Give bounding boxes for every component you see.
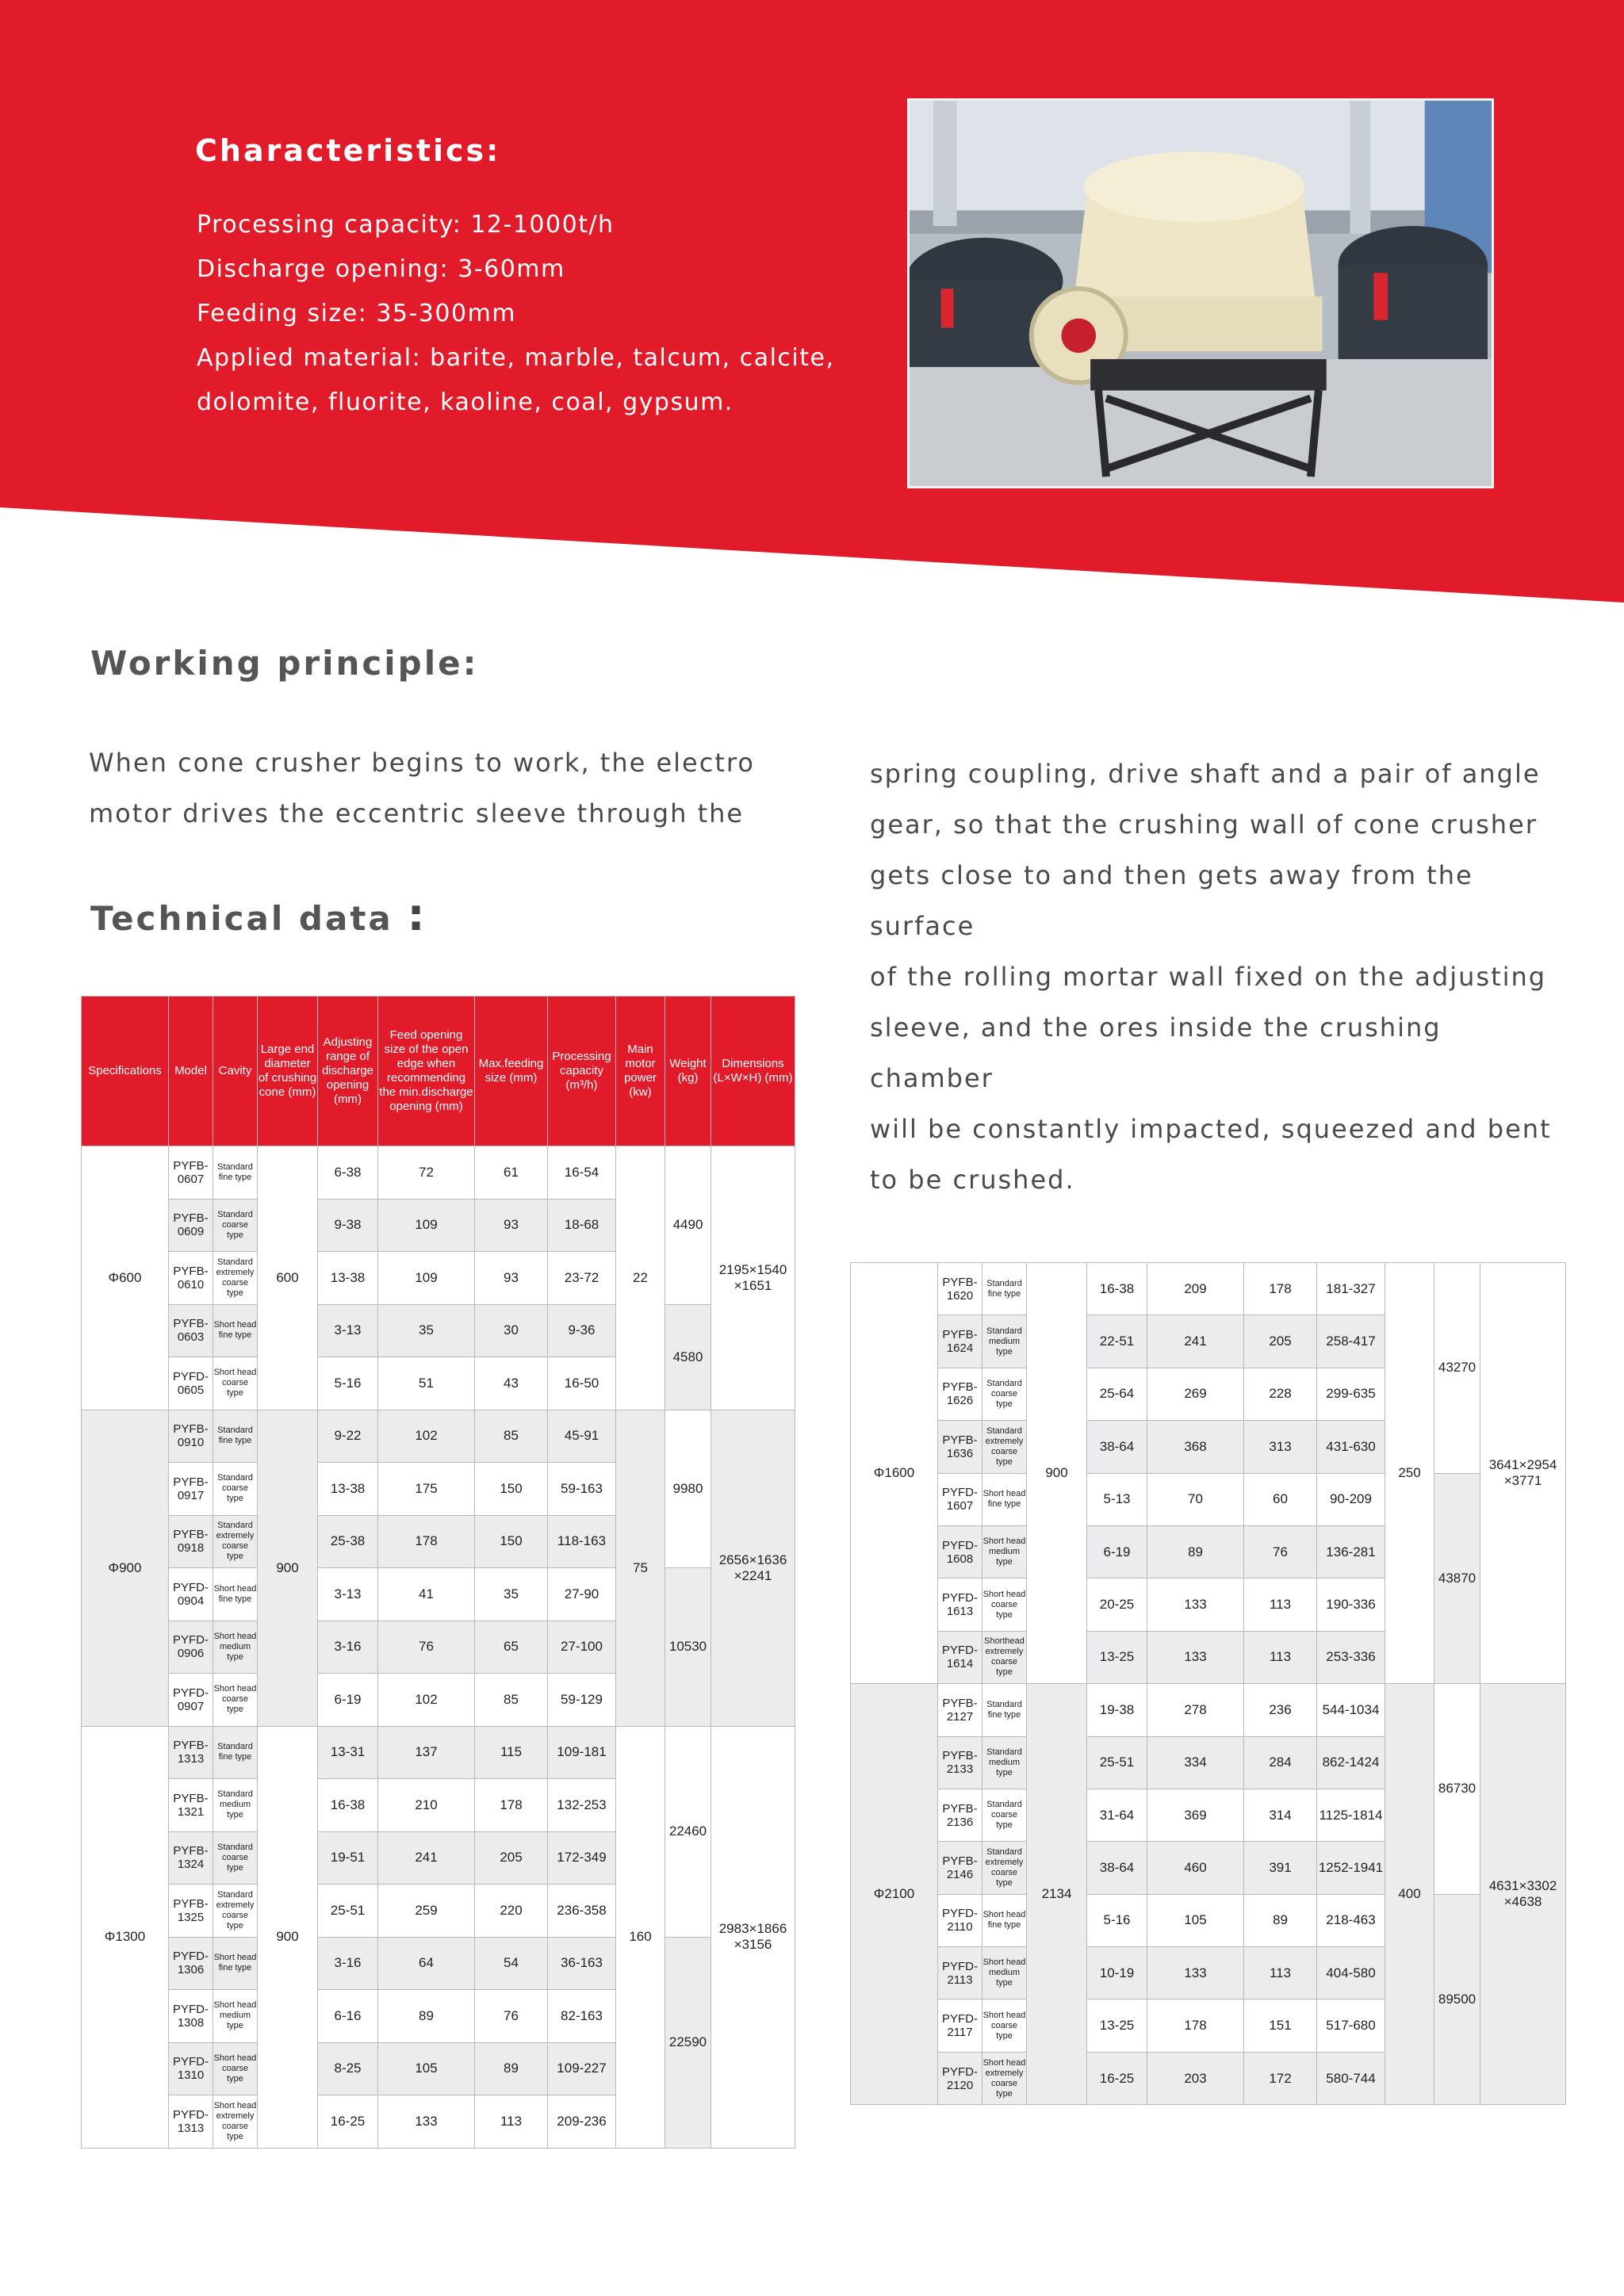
feed-opening-cell: 133 — [1147, 1578, 1244, 1631]
cavity-cell: Short head coarse type — [213, 1357, 258, 1410]
technical-data-table-1 — [81, 996, 795, 2149]
max-feeding-cell: 228 — [1244, 1368, 1317, 1420]
dimensions-cell: 4631×3302 ×4638 — [1480, 1684, 1566, 2105]
capacity-cell: 18-68 — [548, 1199, 616, 1252]
cavity-cell: Standard extremely coarse type — [982, 1842, 1027, 1894]
cavity-cell: Standard extremely coarse type — [213, 1885, 258, 1938]
characteristics-title: Characteristics: — [195, 133, 501, 168]
adjusting-range-cell: 5-16 — [318, 1357, 378, 1410]
capacity-cell: 181-327 — [1317, 1263, 1385, 1315]
capacity-cell: 36-163 — [548, 1937, 616, 1990]
capacity-cell: 9-36 — [548, 1304, 616, 1357]
adjusting-range-cell: 6-16 — [318, 1990, 378, 2043]
header-cavity: Cavity — [213, 997, 258, 1146]
adjusting-range-cell: 9-38 — [318, 1199, 378, 1252]
model-cell: PYFD-1306 — [169, 1937, 213, 1990]
feed-opening-cell: 72 — [378, 1146, 475, 1200]
cone-crusher-photo — [907, 98, 1494, 488]
capacity-cell: 118-163 — [548, 1515, 616, 1568]
adjusting-range-cell: 9-22 — [318, 1410, 378, 1463]
weight-cell: 22460 — [665, 1726, 711, 1937]
adjusting-range-cell: 19-38 — [1087, 1684, 1147, 1736]
capacity-cell: 236-358 — [548, 1885, 616, 1938]
feed-opening-cell: 133 — [378, 2095, 475, 2149]
feed-opening-cell: 278 — [1147, 1684, 1244, 1736]
adjusting-range-cell: 13-38 — [318, 1252, 378, 1305]
table-row — [82, 1146, 795, 1200]
cavity-cell: Short head fine type — [982, 1473, 1027, 1525]
max-feeding-cell: 43 — [475, 1357, 548, 1410]
max-feeding-cell: 178 — [475, 1779, 548, 1832]
capacity-cell: 190-336 — [1317, 1578, 1385, 1631]
feed-opening-cell: 89 — [1147, 1525, 1244, 1578]
adjusting-range-cell: 6-19 — [318, 1674, 378, 1727]
adjusting-range-cell: 25-38 — [318, 1515, 378, 1568]
characteristics-line: Feeding size: 35-300mm — [197, 300, 517, 327]
model-cell: PYFB-0910 — [169, 1410, 213, 1463]
model-cell: PYFB-2146 — [938, 1842, 982, 1894]
table-row — [82, 1410, 795, 1463]
weight-cell: 86730 — [1434, 1684, 1480, 1895]
adjusting-range-cell: 3-16 — [318, 1621, 378, 1674]
model-cell: PYFD-1308 — [169, 1990, 213, 2043]
model-cell: PYFB-0607 — [169, 1146, 213, 1200]
motor-power-cell: 250 — [1385, 1263, 1434, 1684]
model-cell: PYFB-1624 — [938, 1315, 982, 1368]
dimensions-cell: 3641×2954 ×3771 — [1480, 1263, 1566, 1684]
cavity-cell: Standard extremely coarse type — [213, 1515, 258, 1568]
max-feeding-cell: 284 — [1244, 1736, 1317, 1789]
cavity-cell: Short head medium type — [982, 1525, 1027, 1578]
capacity-cell: 299-635 — [1317, 1368, 1385, 1420]
text-line: gets close to and then gets away from the surface — [870, 860, 1473, 941]
table-row — [82, 1304, 795, 1357]
model-cell: PYFB-1324 — [169, 1831, 213, 1885]
weight-cell: 22590 — [665, 1937, 711, 2148]
feed-opening-cell: 241 — [378, 1831, 475, 1885]
dimensions-cell: 2656×1636 ×2241 — [711, 1410, 795, 1726]
motor-power-cell: 400 — [1385, 1684, 1434, 2105]
max-feeding-cell: 150 — [475, 1515, 548, 1568]
text-line: will be constantly impacted, squeezed and bent — [870, 1114, 1552, 1144]
adjusting-range-cell: 3-16 — [318, 1937, 378, 1990]
model-cell: PYFB-1636 — [938, 1421, 982, 1473]
cavity-cell: Short head fine type — [982, 1894, 1027, 1946]
weight-cell: 10530 — [665, 1568, 711, 1727]
model-cell: PYFD-0906 — [169, 1621, 213, 1674]
max-feeding-cell: 151 — [1244, 1999, 1317, 2052]
adjusting-range-cell: 25-51 — [318, 1885, 378, 1938]
table-row — [851, 1894, 1566, 1946]
cavity-cell: Standard extremely coarse type — [213, 1252, 258, 1305]
characteristics-line: Discharge opening: 3-60mm — [197, 255, 565, 283]
model-cell: PYFD-2120 — [938, 2052, 982, 2104]
adjusting-range-cell: 38-64 — [1087, 1421, 1147, 1473]
characteristics-line: Applied material: barite, marble, talcum, calcite, — [197, 344, 835, 372]
feed-opening-cell: 41 — [378, 1568, 475, 1621]
spec-cell: Φ1300 — [82, 1726, 169, 2148]
weight-cell: 43270 — [1434, 1263, 1480, 1474]
table-row — [851, 1263, 1566, 1315]
capacity-cell: 404-580 — [1317, 1947, 1385, 1999]
feed-opening-cell: 64 — [378, 1937, 475, 1990]
weight-cell: 4490 — [665, 1146, 711, 1305]
feed-opening-cell: 209 — [1147, 1263, 1244, 1315]
adjusting-range-cell: 13-25 — [1087, 1631, 1147, 1683]
table-header-row — [82, 997, 795, 1146]
feed-opening-cell: 102 — [378, 1410, 475, 1463]
adjusting-range-cell: 5-16 — [1087, 1894, 1147, 1946]
capacity-cell: 16-54 — [548, 1146, 616, 1200]
table-row — [851, 1473, 1566, 1525]
spec-cell: Φ1600 — [851, 1263, 938, 1684]
model-cell: PYFD-2113 — [938, 1947, 982, 1999]
diameter-cell: 900 — [1027, 1263, 1087, 1684]
feed-opening-cell: 269 — [1147, 1368, 1244, 1420]
feed-opening-cell: 133 — [1147, 1947, 1244, 1999]
text-line: spring coupling, drive shaft and a pair of angle — [870, 759, 1541, 789]
model-cell: PYFB-2133 — [938, 1736, 982, 1789]
feed-opening-cell: 178 — [1147, 1999, 1244, 2052]
feed-opening-cell: 175 — [378, 1463, 475, 1516]
adjusting-range-cell: 13-31 — [318, 1726, 378, 1779]
model-cell: PYFD-2117 — [938, 1999, 982, 2052]
model-cell: PYFB-0917 — [169, 1463, 213, 1516]
capacity-cell: 109-227 — [548, 2042, 616, 2095]
model-cell: PYFB-0609 — [169, 1199, 213, 1252]
cavity-cell: Standard fine type — [213, 1410, 258, 1463]
capacity-cell: 253-336 — [1317, 1631, 1385, 1683]
model-cell: PYFD-0907 — [169, 1674, 213, 1727]
feed-opening-cell: 210 — [378, 1779, 475, 1832]
max-feeding-cell: 93 — [475, 1199, 548, 1252]
spec-cell: Φ900 — [82, 1410, 169, 1726]
capacity-cell: 109-181 — [548, 1726, 616, 1779]
max-feeding-cell: 76 — [475, 1990, 548, 2043]
max-feeding-cell: 89 — [1244, 1894, 1317, 1946]
text-line: of the rolling mortar wall fixed on the adjusting — [870, 962, 1547, 992]
cavity-cell: Short head extremely coarse type — [213, 2095, 258, 2149]
max-feeding-cell: 85 — [475, 1410, 548, 1463]
adjusting-range-cell: 16-38 — [1087, 1263, 1147, 1315]
adjusting-range-cell: 10-19 — [1087, 1947, 1147, 1999]
capacity-cell: 132-253 — [548, 1779, 616, 1832]
max-feeding-cell: 76 — [1244, 1525, 1317, 1578]
max-feeding-cell: 391 — [1244, 1842, 1317, 1894]
max-feeding-cell: 113 — [1244, 1947, 1317, 1999]
adjusting-range-cell: 38-64 — [1087, 1842, 1147, 1894]
cavity-cell: Standard coarse type — [982, 1789, 1027, 1841]
model-cell: PYFB-1620 — [938, 1263, 982, 1315]
capacity-cell: 45-91 — [548, 1410, 616, 1463]
feed-opening-cell: 241 — [1147, 1315, 1244, 1368]
model-cell: PYFB-2136 — [938, 1789, 982, 1841]
dimensions-cell: 2195×1540 ×1651 — [711, 1146, 795, 1410]
working-principle-title: Working principle: — [90, 644, 479, 683]
characteristics-line: dolomite, fluorite, kaoline, coal, gypsum. — [197, 388, 733, 416]
capacity-cell: 580-744 — [1317, 2052, 1385, 2104]
model-cell: PYFB-1321 — [169, 1779, 213, 1832]
feed-opening-cell: 109 — [378, 1199, 475, 1252]
max-feeding-cell: 115 — [475, 1726, 548, 1779]
capacity-cell: 27-90 — [548, 1568, 616, 1621]
feed-opening-cell: 109 — [378, 1252, 475, 1305]
motor-power-cell: 160 — [616, 1726, 665, 2148]
max-feeding-cell: 205 — [1244, 1315, 1317, 1368]
max-feeding-cell: 54 — [475, 1937, 548, 1990]
adjusting-range-cell: 25-51 — [1087, 1736, 1147, 1789]
model-cell: PYFD-0605 — [169, 1357, 213, 1410]
adjusting-range-cell: 20-25 — [1087, 1578, 1147, 1631]
max-feeding-cell: 113 — [1244, 1578, 1317, 1631]
cavity-cell: Standard fine type — [982, 1684, 1027, 1736]
text-line: motor drives the eccentric sleeve through the — [89, 798, 745, 828]
diameter-cell: 900 — [258, 1726, 318, 2148]
feed-opening-cell: 259 — [378, 1885, 475, 1938]
table-row — [82, 1726, 795, 1779]
capacity-cell: 862-1424 — [1317, 1736, 1385, 1789]
text-line: to be crushed. — [870, 1165, 1075, 1195]
feed-opening-cell: 105 — [378, 2042, 475, 2095]
max-feeding-cell: 89 — [475, 2042, 548, 2095]
model-cell: PYFD-1607 — [938, 1473, 982, 1525]
capacity-cell: 1125-1814 — [1317, 1789, 1385, 1841]
model-cell: PYFB-1626 — [938, 1368, 982, 1420]
working-principle-text-right — [870, 748, 1568, 1205]
capacity-cell: 23-72 — [548, 1252, 616, 1305]
header-diameter: Large end diameter of crushing cone (mm) — [258, 997, 318, 1146]
characteristics-list — [197, 203, 910, 425]
capacity-cell: 517-680 — [1317, 1999, 1385, 2052]
spec-cell: Φ600 — [82, 1146, 169, 1410]
diameter-cell: 2134 — [1027, 1684, 1087, 2105]
adjusting-range-cell: 19-51 — [318, 1831, 378, 1885]
capacity-cell: 209-236 — [548, 2095, 616, 2149]
feed-opening-cell: 369 — [1147, 1789, 1244, 1841]
adjusting-range-cell: 22-51 — [1087, 1315, 1147, 1368]
feed-opening-cell: 137 — [378, 1726, 475, 1779]
diameter-cell: 900 — [258, 1410, 318, 1726]
cavity-cell: Short head fine type — [213, 1304, 258, 1357]
capacity-cell: 431-630 — [1317, 1421, 1385, 1473]
cavity-cell: Short head medium type — [213, 1990, 258, 2043]
feed-opening-cell: 203 — [1147, 2052, 1244, 2104]
cavity-cell: Standard coarse type — [213, 1831, 258, 1885]
technical-data-title — [90, 890, 427, 941]
text-line: gear, so that the crushing wall of cone crusher — [870, 809, 1538, 840]
model-cell: PYFB-0610 — [169, 1252, 213, 1305]
max-feeding-cell: 113 — [475, 2095, 548, 2149]
capacity-cell: 258-417 — [1317, 1315, 1385, 1368]
header-weight: Weight (kg) — [665, 997, 711, 1146]
capacity-cell: 136-281 — [1317, 1525, 1385, 1578]
capacity-cell: 16-50 — [548, 1357, 616, 1410]
adjusting-range-cell: 5-13 — [1087, 1473, 1147, 1525]
cavity-cell: Standard coarse type — [213, 1463, 258, 1516]
cavity-cell: Short head fine type — [213, 1937, 258, 1990]
feed-opening-cell: 460 — [1147, 1842, 1244, 1894]
cavity-cell: Standard fine type — [213, 1726, 258, 1779]
capacity-cell: 218-463 — [1317, 1894, 1385, 1946]
capacity-cell: 544-1034 — [1317, 1684, 1385, 1736]
adjusting-range-cell: 16-25 — [318, 2095, 378, 2149]
capacity-cell: 59-163 — [548, 1463, 616, 1516]
max-feeding-cell: 178 — [1244, 1263, 1317, 1315]
max-feeding-cell: 30 — [475, 1304, 548, 1357]
cavity-cell: Standard medium type — [982, 1315, 1027, 1368]
feed-opening-cell: 133 — [1147, 1631, 1244, 1683]
cavity-cell: Standard fine type — [213, 1146, 258, 1200]
max-feeding-cell: 220 — [475, 1885, 548, 1938]
motor-power-cell: 22 — [616, 1146, 665, 1410]
capacity-cell: 82-163 — [548, 1990, 616, 2043]
max-feeding-cell: 60 — [1244, 1473, 1317, 1525]
model-cell: PYFB-0918 — [169, 1515, 213, 1568]
cavity-cell: Shorthead extremely coarse type — [982, 1631, 1027, 1683]
feed-opening-cell: 368 — [1147, 1421, 1244, 1473]
model-cell: PYFB-2127 — [938, 1684, 982, 1736]
working-principle-text-left — [89, 737, 787, 839]
cavity-cell: Standard coarse type — [982, 1368, 1027, 1420]
max-feeding-cell: 236 — [1244, 1684, 1317, 1736]
feed-opening-cell: 178 — [378, 1515, 475, 1568]
header-dimensions: Dimensions (L×W×H) (mm) — [711, 997, 795, 1146]
cavity-cell: Short head coarse type — [213, 1674, 258, 1727]
adjusting-range-cell: 6-19 — [1087, 1525, 1147, 1578]
adjusting-range-cell: 8-25 — [318, 2042, 378, 2095]
model-cell: PYFD-0904 — [169, 1568, 213, 1621]
weight-cell: 9980 — [665, 1410, 711, 1568]
feed-opening-cell: 35 — [378, 1304, 475, 1357]
max-feeding-cell: 314 — [1244, 1789, 1317, 1841]
model-cell: PYFD-1613 — [938, 1578, 982, 1631]
model-cell: PYFB-1325 — [169, 1885, 213, 1938]
max-feeding-cell: 313 — [1244, 1421, 1317, 1473]
cavity-cell: Standard fine type — [982, 1263, 1027, 1315]
header-model: Model — [169, 997, 213, 1146]
adjusting-range-cell: 3-13 — [318, 1568, 378, 1621]
cavity-cell: Standard medium type — [982, 1736, 1027, 1789]
feed-opening-cell: 76 — [378, 1621, 475, 1674]
model-cell: PYFD-1608 — [938, 1525, 982, 1578]
adjusting-range-cell: 25-64 — [1087, 1368, 1147, 1420]
table-row — [851, 1684, 1566, 1736]
max-feeding-cell: 113 — [1244, 1631, 1317, 1683]
motor-power-cell: 75 — [616, 1410, 665, 1726]
max-feeding-cell: 150 — [475, 1463, 548, 1516]
model-cell: PYFB-1313 — [169, 1726, 213, 1779]
max-feeding-cell: 61 — [475, 1146, 548, 1200]
text-line: When cone crusher begins to work, the electro — [89, 748, 755, 778]
cavity-cell: Short head medium type — [213, 1621, 258, 1674]
feed-opening-cell: 334 — [1147, 1736, 1244, 1789]
text-line: sleeve, and the ores inside the crushing chamber — [870, 1012, 1442, 1093]
adjusting-range-cell: 31-64 — [1087, 1789, 1147, 1841]
technical-data-colon: : — [407, 890, 427, 941]
cavity-cell: Short head coarse type — [982, 1999, 1027, 2052]
technical-data-title-text: Technical data — [90, 899, 393, 938]
feed-opening-cell: 102 — [378, 1674, 475, 1727]
characteristics-line: Processing capacity: 12-1000t/h — [197, 211, 615, 239]
max-feeding-cell: 65 — [475, 1621, 548, 1674]
technical-data-table-2 — [850, 1262, 1566, 2105]
header-feed-opening: Feed opening size of the open edge when recommending the min.discharge opening (mm) — [378, 997, 475, 1146]
weight-cell: 89500 — [1434, 1894, 1480, 2105]
feed-opening-cell: 70 — [1147, 1473, 1244, 1525]
adjusting-range-cell: 3-13 — [318, 1304, 378, 1357]
model-cell: PYFB-0603 — [169, 1304, 213, 1357]
weight-cell: 4580 — [665, 1304, 711, 1410]
cavity-cell: Short head fine type — [213, 1568, 258, 1621]
spec-cell: Φ2100 — [851, 1684, 938, 2105]
max-feeding-cell: 35 — [475, 1568, 548, 1621]
max-feeding-cell: 172 — [1244, 2052, 1317, 2104]
dimensions-cell: 2983×1866 ×3156 — [711, 1726, 795, 2148]
header-max-feeding: Max.feeding size (mm) — [475, 997, 548, 1146]
cavity-cell: Short head extremely coarse type — [982, 2052, 1027, 2104]
capacity-cell: 172-349 — [548, 1831, 616, 1885]
diameter-cell: 600 — [258, 1146, 318, 1410]
feed-opening-cell: 89 — [378, 1990, 475, 2043]
adjusting-range-cell: 6-38 — [318, 1146, 378, 1200]
cavity-cell: Standard medium type — [213, 1779, 258, 1832]
header-adjusting-range: Adjusting range of discharge opening (mm) — [318, 997, 378, 1146]
model-cell: PYFD-2110 — [938, 1894, 982, 1946]
feed-opening-cell: 51 — [378, 1357, 475, 1410]
cavity-cell: Short head medium type — [982, 1947, 1027, 1999]
adjusting-range-cell: 16-38 — [318, 1779, 378, 1832]
header-specifications: Specifications — [82, 997, 169, 1146]
header-motor-power: Main motor power (kw) — [616, 997, 665, 1146]
capacity-cell: 59-129 — [548, 1674, 616, 1727]
capacity-cell: 27-100 — [548, 1621, 616, 1674]
header-capacity: Processing capacity (m³/h) — [548, 997, 616, 1146]
adjusting-range-cell: 13-38 — [318, 1463, 378, 1516]
max-feeding-cell: 85 — [475, 1674, 548, 1727]
adjusting-range-cell: 13-25 — [1087, 1999, 1147, 2052]
feed-opening-cell: 105 — [1147, 1894, 1244, 1946]
cavity-cell: Standard coarse type — [213, 1199, 258, 1252]
max-feeding-cell: 93 — [475, 1252, 548, 1305]
table-row — [82, 1937, 795, 1990]
model-cell: PYFD-1614 — [938, 1631, 982, 1683]
cavity-cell: Standard extremely coarse type — [982, 1421, 1027, 1473]
cavity-cell: Short head coarse type — [213, 2042, 258, 2095]
weight-cell: 43870 — [1434, 1473, 1480, 1684]
model-cell: PYFD-1310 — [169, 2042, 213, 2095]
capacity-cell: 1252-1941 — [1317, 1842, 1385, 1894]
capacity-cell: 90-209 — [1317, 1473, 1385, 1525]
max-feeding-cell: 205 — [475, 1831, 548, 1885]
adjusting-range-cell: 16-25 — [1087, 2052, 1147, 2104]
model-cell: PYFD-1313 — [169, 2095, 213, 2149]
table-row — [82, 1568, 795, 1621]
cavity-cell: Short head coarse type — [982, 1578, 1027, 1631]
